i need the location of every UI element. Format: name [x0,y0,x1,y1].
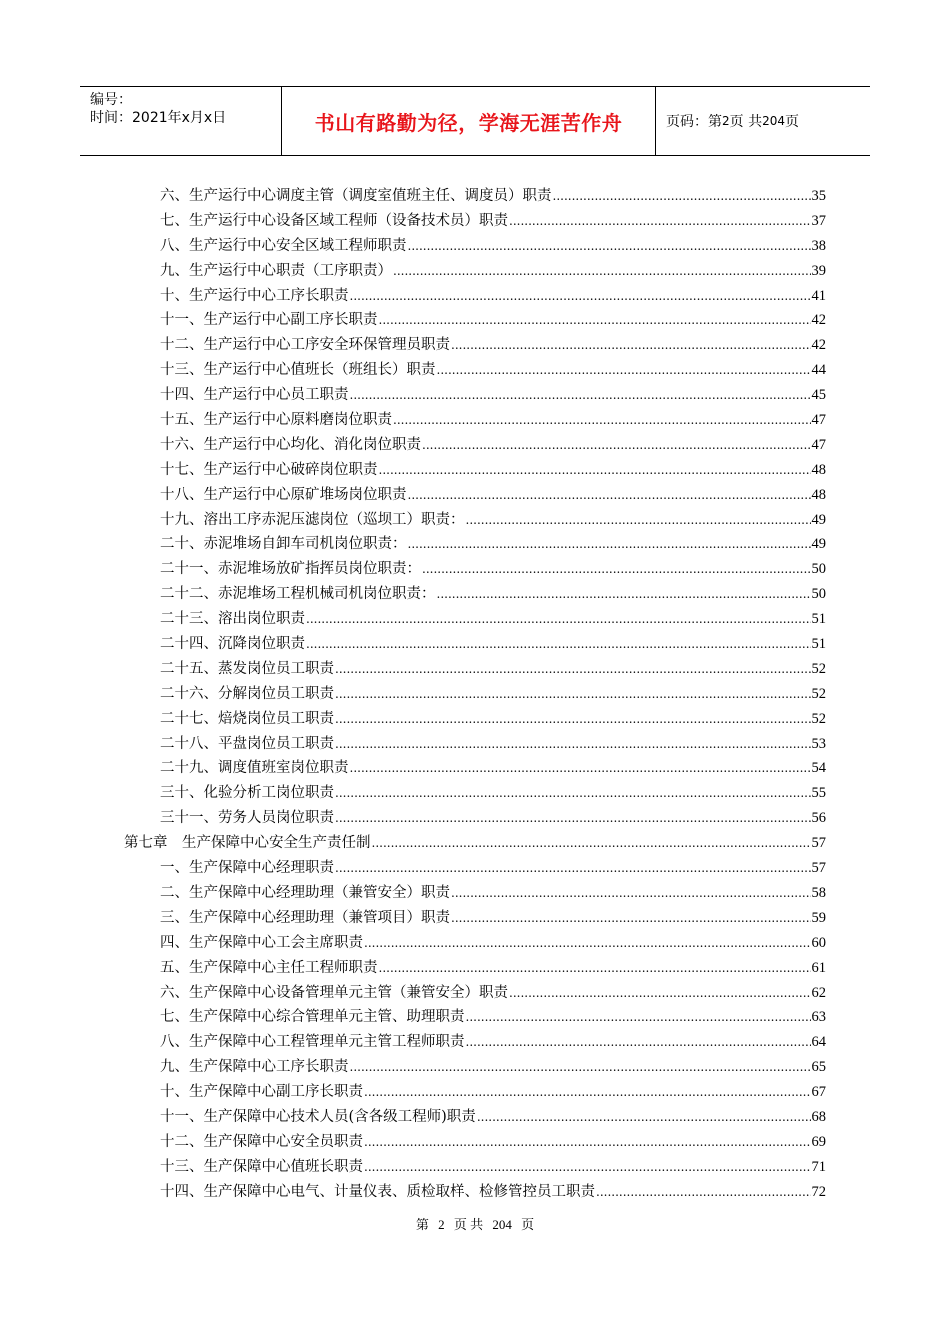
toc-entry[interactable] [124,881,826,906]
footer-mid: 页 共 [453,1217,484,1232]
toc-leader-dots [306,611,811,627]
toc-entry-page: 54 [811,760,826,777]
toc-leader-dots [379,312,811,328]
toc-entry-page: 60 [811,934,826,951]
page-footer [0,1214,950,1233]
toc-entry-title: 十四、生产运行中心员工职责 [160,387,349,404]
toc-entry[interactable] [124,1005,826,1030]
toc-entry-title: 十一、生产运行中心副工序长职责 [160,312,378,329]
toc-leader-dots [364,1084,811,1100]
toc-leader-dots [379,960,811,976]
toc-entry-title: 十二、生产运行中心工序安全环保管理员职责 [160,337,450,354]
toc-entry[interactable] [124,1130,826,1155]
toc-leader-dots [335,711,811,727]
toc-entry-page: 56 [811,810,826,827]
toc-entry[interactable] [124,981,826,1006]
toc-entry-title: 三十一、劳务人员岗位职责 [160,810,334,827]
toc-entry-page: 51 [811,636,826,653]
toc-entry[interactable] [124,1030,826,1055]
header-page-info [656,87,870,155]
toc-entry-page: 48 [811,486,826,503]
toc-entry-page: 47 [811,412,826,429]
toc-entry[interactable] [124,806,826,831]
toc-leader-dots [364,1159,811,1175]
toc-entry-title: 三、生产保障中心经理助理（兼管项目）职责 [160,909,450,926]
toc-entry-page: 42 [811,337,826,354]
toc-leader-dots [553,188,811,204]
toc-entry-page: 42 [811,312,826,329]
toc-entry-title: 十九、溶出工序赤泥压滤岗位（巡坝工）职责： [160,511,465,528]
footer-suffix: 页 [521,1217,535,1232]
toc-leader-dots [422,561,811,577]
toc-entry-title: 二十四、沉降岗位职责 [160,636,305,653]
toc-entry-page: 41 [811,287,826,304]
toc-entry[interactable] [124,607,826,632]
toc-entry-page: 58 [811,884,826,901]
toc-leader-dots [364,1134,811,1150]
toc-entry[interactable] [124,458,826,483]
toc-entry-page: 71 [811,1158,826,1175]
toc-entry-title: 第七章 生产保障中心安全生产责任制 [124,835,371,852]
toc-entry[interactable] [124,906,826,931]
toc-leader-dots [335,810,811,826]
toc-entry-title: 九、生产运行中心职责（工序职责） [160,262,392,279]
toc-entry-title: 十、生产运行中心工序长职责 [160,287,349,304]
footer-current: 2 [438,1217,445,1232]
toc-leader-dots [466,1009,811,1025]
toc-entry-title: 二十九、调度值班室岗位职责 [160,760,349,777]
toc-entry-page: 48 [811,461,826,478]
page-prefix: 页码：第 [666,114,722,130]
toc-entry-page: 59 [811,909,826,926]
toc-entry[interactable] [124,756,826,781]
toc-entry-title: 六、生产保障中心设备管理单元主管（兼管安全）职责 [160,984,508,1001]
toc-leader-dots [466,1034,811,1050]
toc-entry-title: 十六、生产运行中心均化、消化岗位职责 [160,436,421,453]
toc-leader-dots [451,910,811,926]
toc-entry-page: 52 [811,710,826,727]
toc-entry-page: 68 [811,1108,826,1125]
toc-entry-title: 二、生产保障中心经理助理（兼管安全）职责 [160,884,450,901]
toc-entry-page: 49 [811,511,826,528]
toc-entry-title: 二十八、平盘岗位员工职责 [160,735,334,752]
toc-entry[interactable] [124,308,826,333]
toc-leader-dots [466,512,811,528]
toc-entry-page: 63 [811,1009,826,1026]
page-mid: 页 共 [729,114,763,130]
toc-entry-page: 65 [811,1059,826,1076]
toc-leader-dots [350,387,811,403]
toc-leader-dots [596,1184,811,1200]
toc-entry-title: 三十、化验分析工岗位职责 [160,785,334,802]
toc-entry-title: 十二、生产保障中心安全员职责 [160,1133,363,1150]
toc-leader-dots [350,760,811,776]
doc-number-label: 编号： [90,92,132,108]
toc-entry[interactable] [124,259,826,284]
toc-entry-page: 52 [811,685,826,702]
toc-leader-dots [393,263,811,279]
toc-leader-dots [379,462,811,478]
toc-entry-title: 二十一、赤泥堆场放矿指挥员岗位职责： [160,561,421,578]
toc-entry-title: 六、生产运行中心调度主管（调度室值班主任、调度员）职责 [160,188,552,204]
toc-entry[interactable] [124,732,826,757]
toc-entry[interactable] [124,433,826,458]
toc-entry[interactable] [124,508,826,533]
toc-entry[interactable] [124,532,826,557]
toc-entry-title: 二十二、赤泥堆场工程机械司机岗位职责： [160,586,436,603]
toc-leader-dots [393,412,811,428]
toc-leader-dots [335,736,811,752]
toc-entry-page: 57 [811,860,826,877]
toc-leader-dots [335,785,811,801]
toc-leader-dots [364,935,811,951]
toc-entry-page: 69 [811,1133,826,1150]
toc-entry-page: 51 [811,611,826,628]
header-motto: 书山有路勤为径，学海无涯苦作舟 [282,87,656,155]
toc-entry[interactable] [124,209,826,234]
toc-entry[interactable] [124,781,826,806]
footer-prefix: 第 [415,1217,429,1232]
toc-entry-page: 52 [811,660,826,677]
toc-entry-title: 二十、赤泥堆场自卸车司机岗位职责： [160,536,407,553]
page-suffix: 页 [785,114,799,130]
toc-entry[interactable] [124,284,826,309]
toc-entry-page: 37 [811,212,826,229]
toc-entry-title: 二十五、蒸发岗位员工职责 [160,660,334,677]
toc-entry-title: 四、生产保障中心工会主席职责 [160,934,363,951]
toc-entry-title: 八、生产运行中心安全区域工程师职责 [160,237,407,254]
header-meta [80,87,282,155]
toc-entry-page: 47 [811,436,826,453]
toc-entry[interactable] [124,383,826,408]
toc-leader-dots [451,885,811,901]
toc-leader-dots [477,1109,811,1125]
toc-leader-dots [408,487,811,503]
table-of-contents [124,184,826,1205]
toc-leader-dots [306,636,811,652]
toc-leader-dots [509,213,811,229]
toc-entry[interactable] [124,184,826,209]
toc-entry-title: 十三、生产保障中心值班长职责 [160,1158,363,1175]
toc-leader-dots [437,362,811,378]
toc-leader-dots [422,437,811,453]
toc-entry[interactable] [124,856,826,881]
toc-entry-page: 67 [811,1084,826,1101]
toc-entry-title: 二十三、溶出岗位职责 [160,611,305,628]
toc-leader-dots [372,835,811,851]
toc-entry-page: 38 [811,237,826,254]
toc-leader-dots [408,536,811,552]
toc-entry[interactable] [124,582,826,607]
footer-total: 204 [492,1217,512,1232]
toc-entry[interactable] [124,657,826,682]
toc-leader-dots [335,661,811,677]
toc-entry-title: 十四、生产保障中心电气、计量仪表、质检取样、检修管控员工职责 [160,1183,595,1200]
toc-entry-page: 39 [811,262,826,279]
toc-entry-title: 七、生产保障中心综合管理单元主管、助理职责 [160,1009,465,1026]
toc-entry-page: 57 [811,835,826,852]
toc-entry-title: 七、生产运行中心设备区域工程师（设备技术员）职责 [160,212,508,229]
doc-time: 时间：2021年x月x日 [90,110,227,126]
toc-leader-dots [335,860,811,876]
toc-entry-page: 50 [811,561,826,578]
toc-leader-dots [335,686,811,702]
toc-entry-page: 64 [811,1034,826,1051]
toc-entry-title: 一、生产保障中心经理职责 [160,860,334,877]
toc-leader-dots [437,586,811,602]
toc-entry[interactable] [124,557,826,582]
toc-entry-title: 十五、生产运行中心原料磨岗位职责 [160,412,392,429]
toc-entry[interactable] [124,234,826,259]
toc-entry[interactable] [124,1080,826,1105]
toc-leader-dots [350,288,811,304]
toc-entry-page: 44 [811,362,826,379]
toc-entry[interactable] [124,707,826,732]
page-current: 2 [722,114,730,128]
toc-entry-title: 二十六、分解岗位员工职责 [160,685,334,702]
toc-leader-dots [350,1059,811,1075]
toc-leader-dots [451,337,811,353]
page-header [80,86,870,156]
toc-entry-title: 八、生产保障中心工程管理单元主管工程师职责 [160,1034,465,1051]
toc-entry[interactable] [124,682,826,707]
toc-entry-title: 十八、生产运行中心原矿堆场岗位职责 [160,486,407,503]
toc-entry[interactable] [124,931,826,956]
toc-entry[interactable] [124,831,826,856]
toc-entry[interactable] [124,956,826,981]
toc-entry[interactable] [124,358,826,383]
page-total: 204 [762,114,785,128]
toc-entry-page: 53 [811,735,826,752]
toc-entry-page: 50 [811,586,826,603]
toc-entry[interactable] [124,333,826,358]
toc-leader-dots [408,238,811,254]
toc-entry-page: 72 [811,1183,826,1200]
toc-entry-page: 62 [811,984,826,1001]
toc-leader-dots [509,985,811,1001]
toc-entry-title: 二十七、焙烧岗位员工职责 [160,710,334,727]
toc-entry-page: 35 [811,188,826,204]
toc-entry[interactable] [124,408,826,433]
toc-entry-page: 55 [811,785,826,802]
toc-entry[interactable] [124,1105,826,1130]
toc-entry[interactable] [124,1155,826,1180]
toc-entry[interactable] [124,483,826,508]
toc-entry-title: 十、生产保障中心副工序长职责 [160,1084,363,1101]
toc-entry-title: 十三、生产运行中心值班长（班组长）职责 [160,362,436,379]
toc-entry-page: 49 [811,536,826,553]
toc-entry-title: 十七、生产运行中心破碎岗位职责 [160,461,378,478]
toc-entry[interactable] [124,1055,826,1080]
toc-entry[interactable] [124,1180,826,1205]
toc-entry-title: 十一、生产保障中心技术人员(含各级工程师)职责 [160,1108,476,1125]
toc-entry[interactable] [124,632,826,657]
toc-entry-title: 五、生产保障中心主任工程师职责 [160,959,378,976]
toc-entry-page: 45 [811,387,826,404]
toc-entry-title: 九、生产保障中心工序长职责 [160,1059,349,1076]
toc-entry-page: 61 [811,959,826,976]
